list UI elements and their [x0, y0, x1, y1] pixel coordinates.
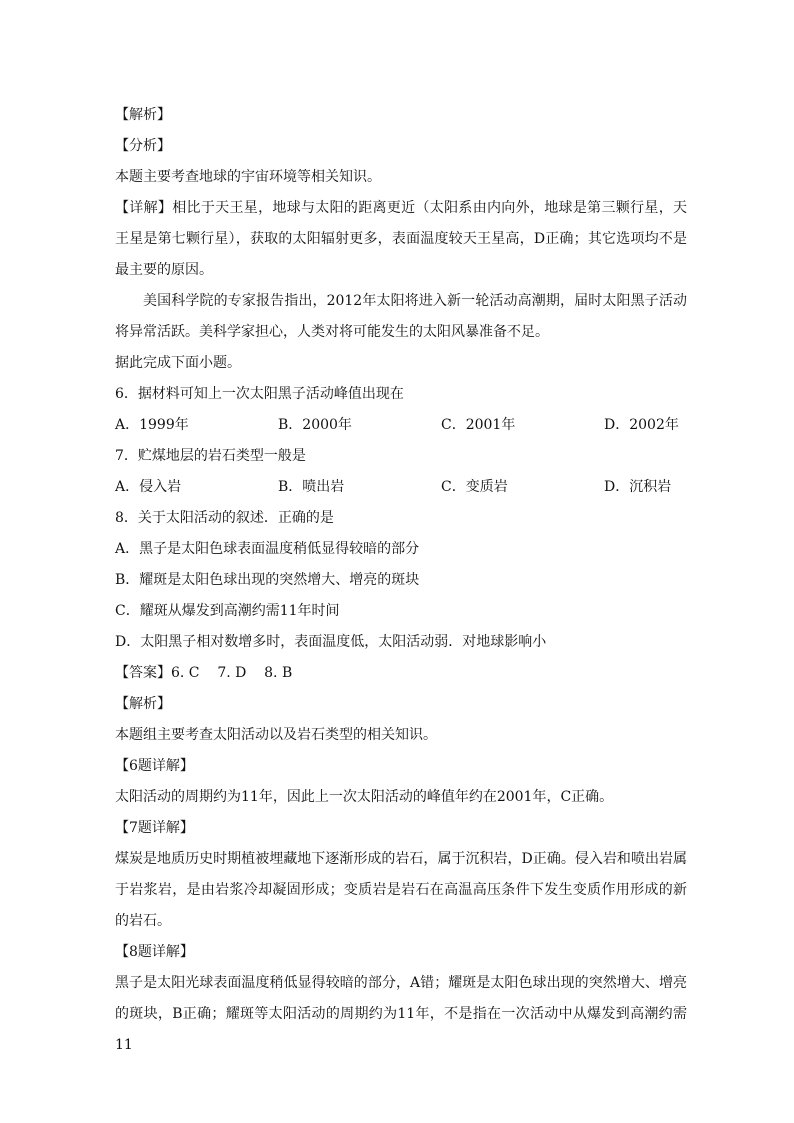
question-8-option-b: B．耀斑是太阳色球出现的突然增大、增亮的斑块: [115, 572, 420, 588]
question-7-option-b: B．喷出岩: [278, 479, 345, 495]
detail-label: 【详解】: [115, 200, 173, 216]
q6-detail-text: 太阳活动的周期约为11年，因此上一次太阳活动的峰值年约在2001年，C正确。: [115, 789, 614, 805]
question-7-option-a: A．侵入岩: [115, 479, 182, 495]
question-7-stem: 7．贮煤地层的岩石类型一般是: [115, 448, 306, 464]
detail-paragraph: [115, 193, 687, 286]
answer-value: 6. C 7. D 8. B: [171, 665, 293, 681]
analysis-subheading: 【分析】: [115, 138, 171, 154]
q6-detail-label: 【6题详解】: [115, 758, 194, 774]
analysis-text: 本题主要考查地球的宇宙环境等相关知识。: [115, 169, 381, 185]
question-8-option-d: D．太阳黑子相对数增多时，表面温度低，太阳活动弱．对地球影响小: [115, 634, 547, 650]
q7-detail-label: 【7题详解】: [115, 820, 194, 836]
analysis-heading: 【解析】: [115, 107, 171, 123]
question-6-option-c: C．2001年: [441, 417, 516, 433]
answer-line: [115, 658, 687, 689]
question-8-stem: 8．关于太阳活动的叙述．正确的是: [115, 510, 334, 526]
question-6-stem: 6．据材料可知上一次太阳黑子活动峰值出现在: [115, 386, 404, 402]
question-6-option-d: D．2002年: [604, 417, 679, 433]
material-paragraph: 美国科学院的专家报告指出，2012年太阳将进入新一轮活动高潮期，届时太阳黑子活动将异常活跃。美科学家担心，人类对将可能发生的太阳风暴准备不足。: [115, 293, 687, 340]
question-8-option-c: C．耀斑从爆发到高潮约需11年时间: [115, 603, 340, 619]
question-7-option-d: D．沉积岩: [604, 479, 672, 495]
question-7-options: [115, 472, 687, 503]
detail-text: 相比于天王星，地球与太阳的距离更近（太阳系由内向外，地球是第三颗行星，天王星是第七颗行星），获取的太阳辐射更多，表面温度较天王星高，D正确；其它选项均不是最主要的原因。: [115, 200, 688, 278]
question-6-options: [115, 410, 687, 441]
analysis-intro: 本题组主要考查太阳活动以及岩石类型的相关知识。: [115, 727, 437, 743]
q8-detail-text: 黑子是太阳光球表面温度稍低显得较暗的部分，A错；耀斑是太阳色球出现的突然增大、增亮的斑块，B正确；耀斑等太阳活动的周期约为11年，不是指在一次活动中从爆发到高潮约需11: [115, 975, 687, 1053]
question-6-option-b: B．2000年: [278, 417, 352, 433]
q7-detail-text: 煤炭是地质历史时期植被埋藏地下逐渐形成的岩石，属于沉积岩，D正确。侵入岩和喷出岩属于岩浆岩，是由岩浆冷却凝固形成；变质岩是岩石在高温高压条件下发生变质作用形成的新的岩石。: [115, 851, 687, 929]
document-content: [115, 100, 687, 1061]
material-instruction: 据此完成下面小题。: [115, 355, 241, 371]
question-7-option-c: C．变质岩: [441, 479, 508, 495]
answer-label: 【答案】: [115, 665, 171, 681]
question-8-option-a: A．黑子是太阳色球表面温度稍低显得较暗的部分: [115, 541, 420, 557]
question-6-option-a: A．1999年: [115, 417, 189, 433]
analysis-heading-2: 【解析】: [115, 696, 171, 712]
q8-detail-label: 【8题详解】: [115, 944, 194, 960]
